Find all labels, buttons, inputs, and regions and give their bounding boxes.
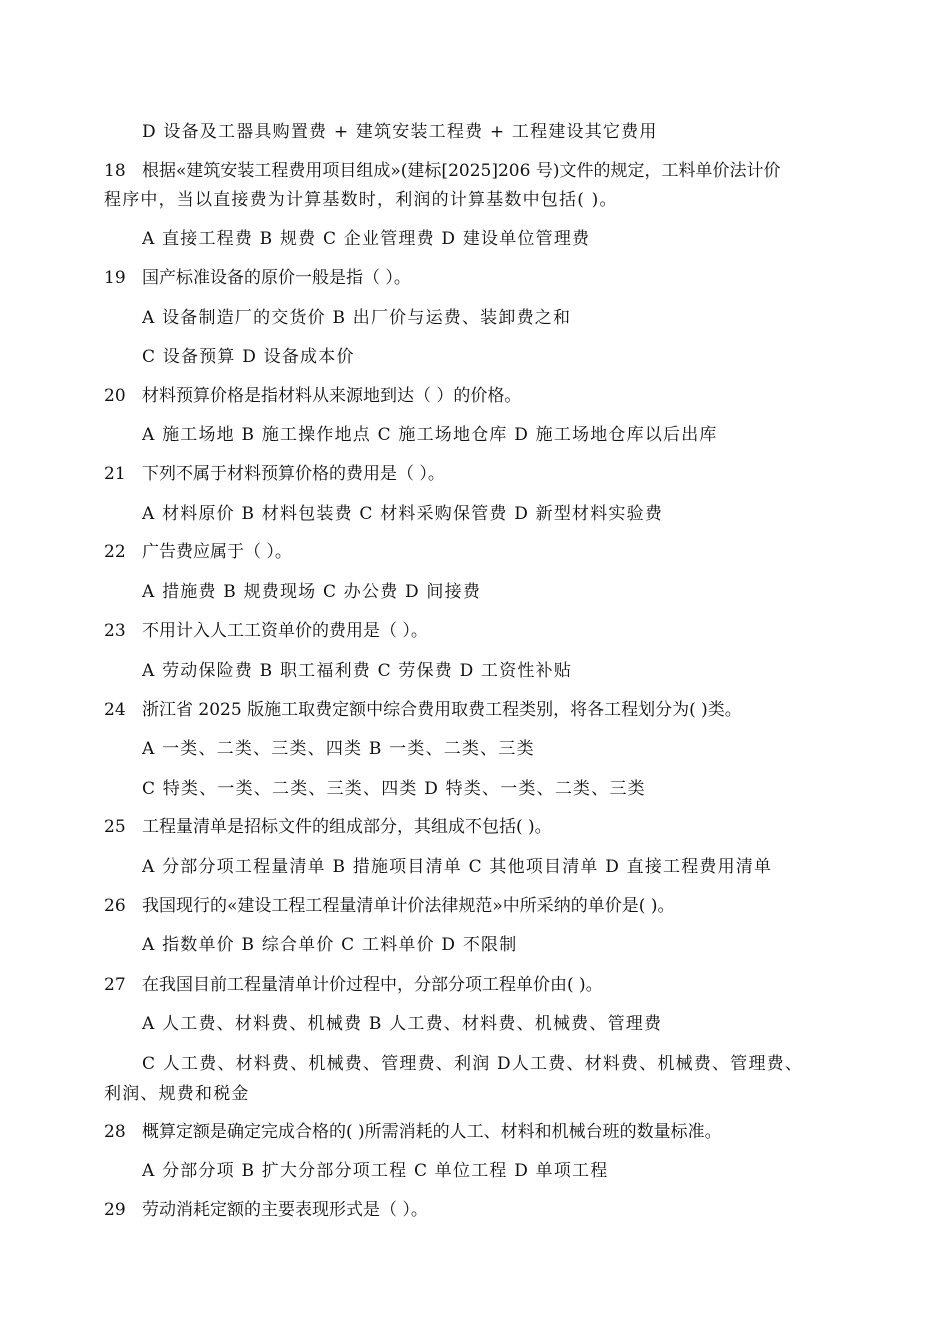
answer-options: A 指数单价 B 综合单价 C 工料单价 D 不限制 [142,935,518,955]
question-text: 下列不属于材料预算价格的费用是（ ）。 [142,464,445,484]
question-number: 24 [104,700,126,720]
question-number: 20 [104,386,126,406]
answer-options: A 人工费、材料费、机械费 B 人工费、材料费、机械费、管理费 [142,1014,663,1034]
answer-options: C 特类、一类、二类、三类、四类 D 特类、一类、二类、三类 [142,779,646,799]
answer-options: A 设备制造厂的交货价 B 出厂价与运费、装卸费之和 [142,308,572,328]
answer-options: A 施工场地 B 施工操作地点 C 施工场地仓库 D 施工场地仓库以后出库 [142,425,718,445]
question-text: 广告费应属于（ ）。 [142,542,292,562]
question-text: 不用计入人工工资单价的费用是（ ）。 [142,621,428,641]
question-number: 29 [104,1200,126,1220]
answer-options: A 一类、二类、三类、四类 B 一类、二类、三类 [142,739,535,759]
answer-options: A 措施费 B 规费现场 C 办公费 D 间接费 [142,582,482,602]
question-text: 在我国目前工程量清单计价过程中，分部分项工程单价由( )。 [142,975,603,995]
answer-options: A 分部分项工程量清单 B 措施项目清单 C 其他项目清单 D 直接工程费用清单 [142,857,773,877]
question-text: 工程量清单是招标文件的组成部分，其组成不包括( )。 [142,817,552,837]
question-text: 概算定额是确定完成合格的( )所需消耗的人工、材料和机械台班的数量标准。 [142,1122,722,1142]
question-text: 材料预算价格是指材料从来源地到达（ ）的价格。 [142,386,522,406]
answer-options: A 直接工程费 B 规费 C 企业管理费 D 建设单位管理费 [142,229,591,249]
question-text: 根据«建筑安装工程费用项目组成»(建标[2025]206 号)文件的规定，工料单价法计价 [142,161,781,181]
question-number: 23 [104,621,126,641]
question-text: 国产标准设备的原价一般是指（ ）。 [142,268,411,288]
question-text: 浙江省 2025 版施工取费定额中综合费用取费工程类别，将各工程划分为( )类。 [142,700,742,720]
answer-options: A 分部分项 B 扩大分部分项工程 C 单位工程 D 单项工程 [142,1161,609,1181]
answer-options: C 人工费、材料费、机械费、管理费、利润 D人工费、材料费、机械费、管理费、 [142,1054,804,1074]
answer-options: D 设备及工器具购置费 + 建筑安装工程费 + 工程建设其它费用 [142,122,658,142]
answer-options: C 设备预算 D 设备成本价 [142,347,355,367]
question-number: 21 [104,464,126,484]
question-number: 19 [104,268,126,288]
question-text: 劳动消耗定额的主要表现形式是（ ）。 [142,1200,428,1220]
answer-options: A 劳动保险费 B 职工福利费 C 劳保费 D 工资性补贴 [142,661,573,681]
question-continuation: 利润、规费和税金 [104,1084,250,1104]
question-number: 28 [104,1122,126,1142]
answer-options: A 材料原价 B 材料包装费 C 材料采购保管费 D 新型材料实验费 [142,504,664,524]
question-text: 我国现行的«建设工程工程量清单计价法律规范»中所采纳的单价是( )。 [142,896,675,916]
question-number: 22 [104,542,126,562]
question-continuation: 程序中，当以直接费为计算基数时，利润的计算基数中包括( )。 [104,190,618,210]
question-number: 18 [104,161,126,181]
question-number: 25 [104,817,126,837]
question-number: 26 [104,896,126,916]
question-number: 27 [104,975,126,995]
